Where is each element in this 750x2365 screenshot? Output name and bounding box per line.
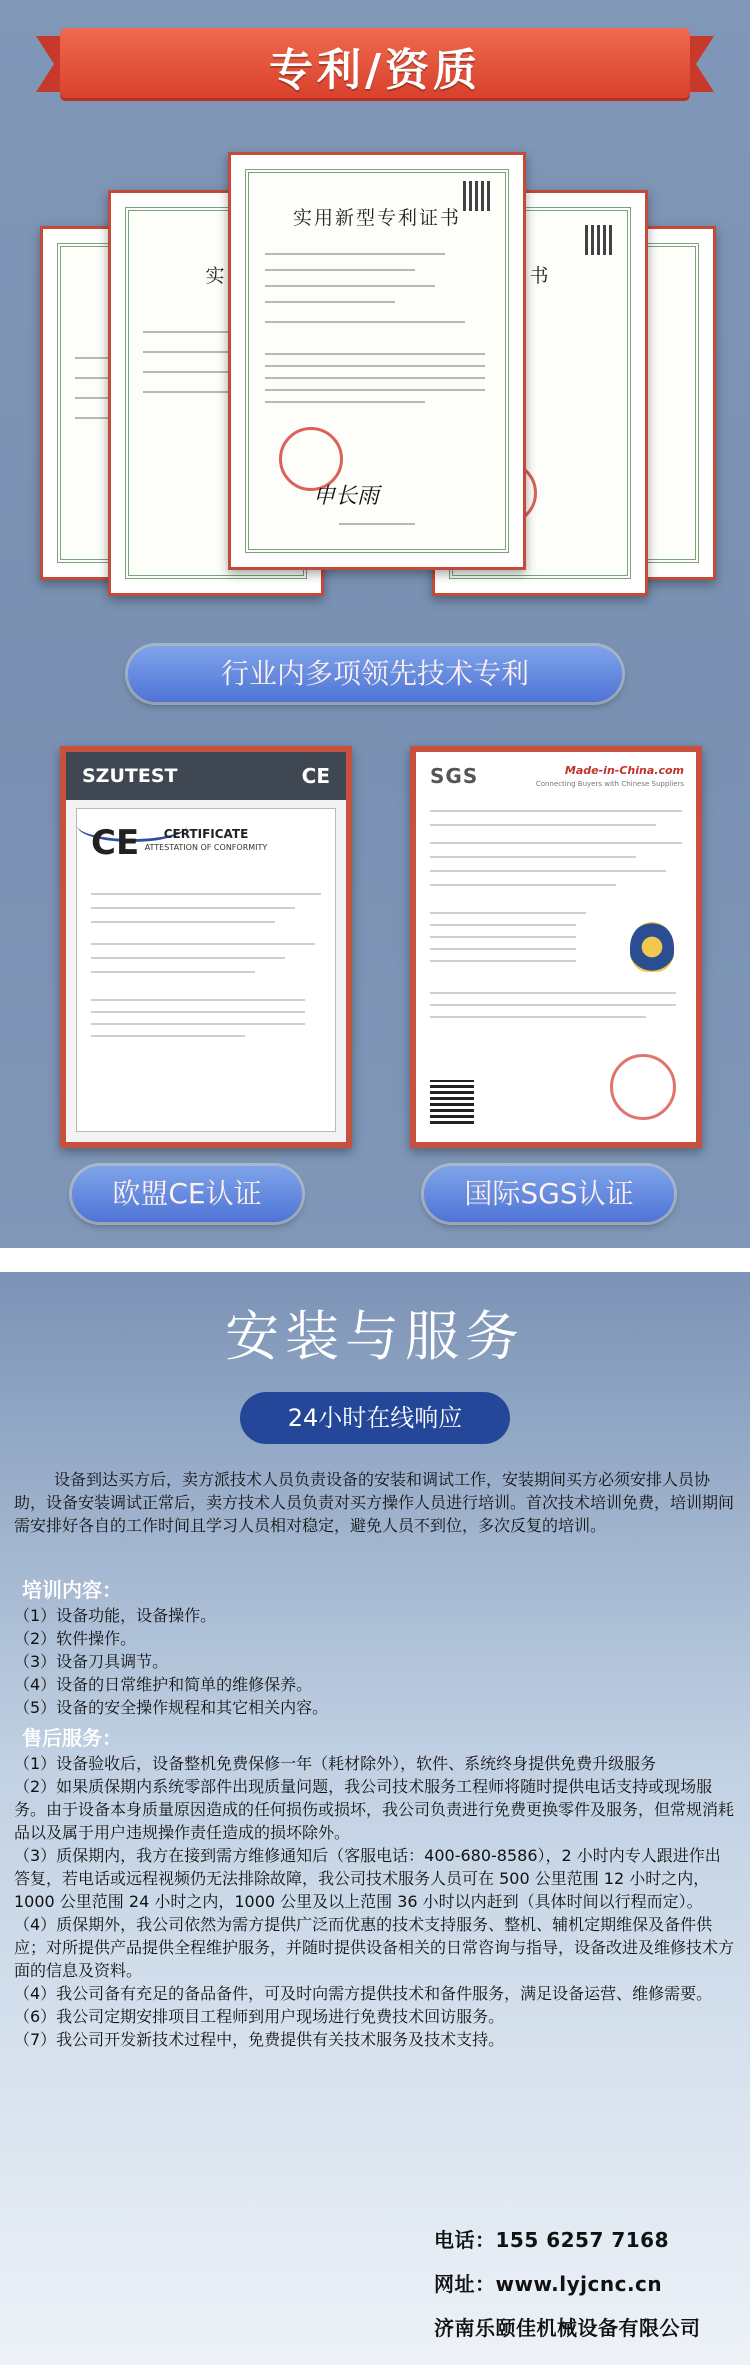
response-badge: 24小时在线响应 — [240, 1392, 510, 1444]
website-link[interactable]: 网址：www.lyjcnc.cn — [434, 2272, 663, 2296]
sgs-caption: 国际SGS认证 — [464, 1177, 634, 1210]
list-item: （2）软件操作。 — [14, 1629, 137, 1648]
certificate-title-fragment: 书 — [529, 265, 551, 287]
list-item: （4）设备的日常维护和简单的维修保养。 — [14, 1675, 313, 1694]
ce-certificate-title: CERTIFICATE — [163, 827, 249, 841]
sgs-caption-pill — [424, 1166, 674, 1222]
partner-tagline: Connecting Buyers with Chinese Suppliers — [535, 780, 684, 788]
sgs-certificate-photo — [410, 746, 702, 1148]
qr-code-icon — [430, 1080, 474, 1124]
ce-header — [66, 752, 346, 800]
list-item: （3）质保期内，我方在接到需方维修通知后（客服电话：400-680-8586），2 小时内专人跟进作出答复，若电话或远程视频仍无法排除故障，我公司技术服务人员可在 500 公里范围 12 小时之内，1000 公里范围 24 小时之内，1000 公里及以上范围 36 小时以内赶到（具体时间以行程而定）。 — [14, 1846, 721, 1911]
training-list — [14, 1604, 736, 1719]
list-item: （4）质保期外，我公司依然为需方提供广泛而优惠的技术支持服务、整机、辅机定期维保及备件供应；对所提供产品提供全程维护服务，并随时提供设备相关的日常咨询与指导，设备改进及维修技术方面的信息及资料。 — [14, 1915, 735, 1980]
training-heading: 培训内容： — [22, 1578, 122, 1602]
ce-certificate-subtitle: ATTESTATION OF CONFORMITY — [144, 843, 268, 852]
service-title: 安装与服务 — [225, 1305, 525, 1368]
red-stamp — [610, 1054, 676, 1120]
company-name: 济南乐颐佳机械设备有限公司 — [434, 2316, 701, 2340]
ce-caption-pill — [72, 1166, 302, 1222]
list-item: （5）设备的安全操作规程和其它相关内容。 — [14, 1698, 329, 1717]
list-item: （1）设备验收后，设备整机免费保修一年（耗材除外），软件、系统终身提供免费升级服务 — [14, 1754, 657, 1773]
ce-caption: 欧盟CE认证 — [112, 1177, 262, 1210]
phone-text: 电话：155 6257 7168 — [434, 2228, 670, 2252]
accreditation-badge-icon — [630, 922, 674, 972]
list-item: （7）我公司开发新技术过程中，免费提供有关技术服务及技术支持。 — [14, 2030, 505, 2049]
list-item: （1）设备功能，设备操作。 — [14, 1606, 217, 1625]
qr-code-icon — [585, 225, 615, 255]
certificate-title-fragment: 实 — [205, 265, 227, 287]
service-section — [0, 1272, 750, 2365]
ce-logo: CE — [91, 823, 140, 863]
ce-brand: SZUTEST — [82, 765, 178, 787]
after-sales-list — [14, 1752, 736, 2051]
service-intro: 设备到达买方后，卖方派技术人员负责设备的安装和调试工作，安装期间买方必须安排人员协助，设备安装调试正常后，卖方技术人员负责对买方操作人员进行培训。首次技术培训免费，培训期间需安排好各自的工作时间且学习人员相对稳定，避免人员不到位，多次反复的培训。 — [14, 1470, 735, 1535]
list-item: （6）我公司定期安排项目工程师到用户现场进行免费技术回访服务。 — [14, 2007, 505, 2026]
sgs-logo: SGS — [430, 764, 479, 788]
partner-logo: Made-in-China.com — [564, 764, 684, 777]
certificate-title: 实用新型专利证书 — [292, 207, 461, 229]
ce-certificate-photo — [60, 746, 352, 1148]
patent-caption: 行业内多项领先技术专利 — [220, 657, 529, 690]
list-item: （2）如果质保期内系统零部件出现质量问题，我公司技术服务工程师将随时提供电话支持或现场服务。由于设备本身质量原因造成的任何损伤或损坏，我公司负责进行免费更换零件及服务，但常规消耗品以及属于用户违规操作责任造成的损坏除外。 — [14, 1777, 735, 1842]
section-banner — [42, 22, 708, 104]
section-divider — [0, 1248, 750, 1272]
list-item: （3）设备刀具调节。 — [14, 1652, 169, 1671]
ce-certificate-body — [76, 808, 336, 1132]
signature: 申长雨 — [313, 484, 380, 509]
ce-mark-icon: CE — [301, 764, 330, 788]
patent-caption-pill — [128, 646, 622, 702]
list-item: （4）我公司备有充足的备品备件，可及时向需方提供技术和备件服务，满足设备运营、维修需要。 — [14, 1984, 713, 2003]
after-sales-heading: 售后服务： — [22, 1726, 122, 1750]
section-title: 专利/资质 — [268, 45, 482, 96]
patent-certificate-main — [228, 152, 526, 570]
